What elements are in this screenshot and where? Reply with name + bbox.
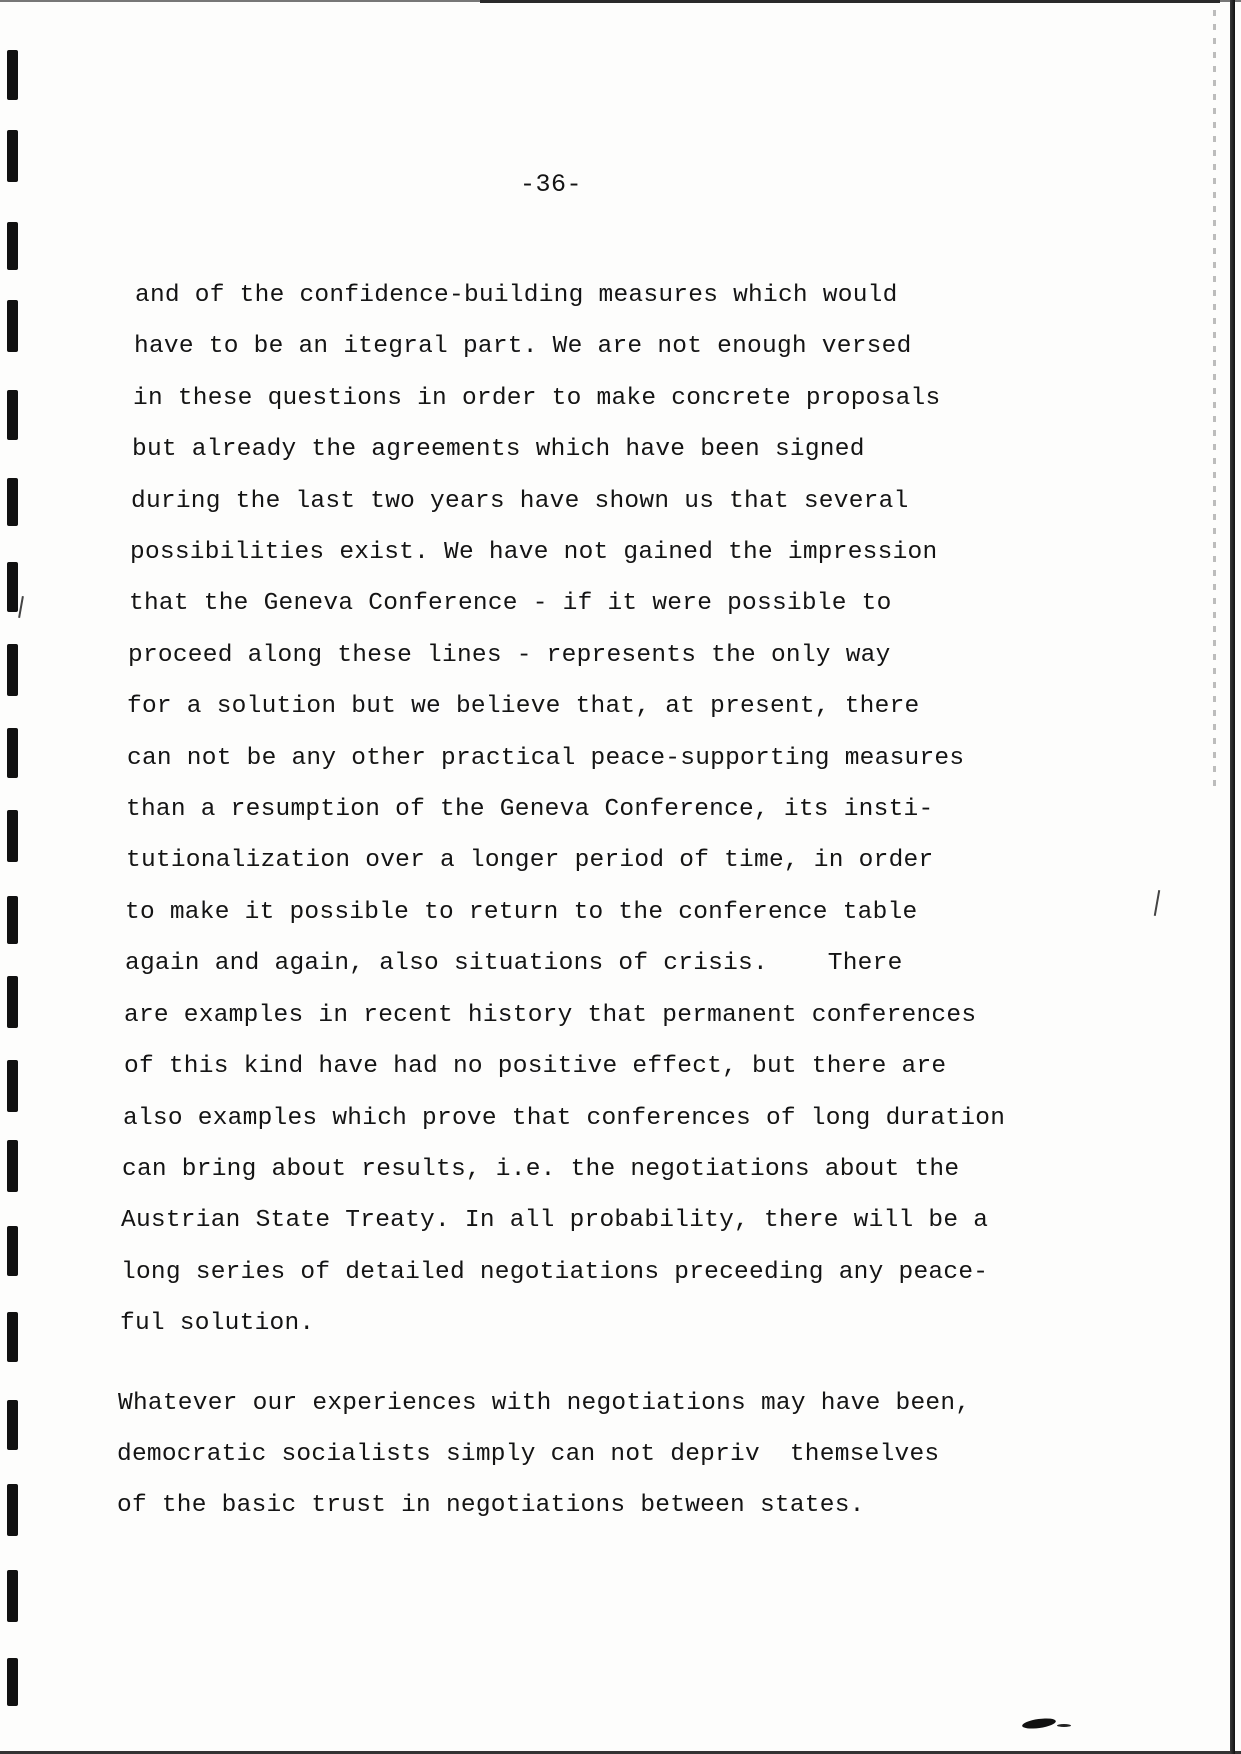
binding-mark — [7, 222, 18, 270]
text-line: during the last two years have shown us that several — [131, 487, 909, 515]
binding-mark — [7, 1140, 18, 1192]
binding-mark — [7, 896, 18, 944]
text-line: than a resumption of the Geneva Conference, its insti- — [126, 796, 934, 824]
text-line: Austrian State Treaty. In all probability, there will be a — [121, 1207, 989, 1235]
text-line: of this kind have had no positive effect, but there are — [124, 1053, 947, 1081]
binding-mark — [7, 130, 18, 182]
text-line: also examples which prove that conferences of long duration — [123, 1104, 1006, 1132]
binding-mark — [7, 1658, 18, 1706]
text-line: but already the agreements which have been signed — [132, 436, 865, 464]
binding-mark — [7, 810, 18, 862]
text-line: tutionalization over a longer period of time, in order — [126, 847, 934, 875]
text-line: have to be an itegral part. We are not enough versed — [134, 333, 912, 361]
binding-mark — [7, 728, 18, 778]
ink-smudge — [1022, 1717, 1057, 1731]
binding-mark — [7, 976, 18, 1028]
text-line: again and again, also situations of crisis. There — [125, 950, 903, 978]
scan-edge-top-dark — [480, 0, 1220, 3]
text-line: Whatever our experiences with negotiations may have been, — [118, 1389, 971, 1417]
scan-edge-right — [1230, 0, 1235, 1754]
paragraph — [117, 1378, 1123, 1532]
scan-artifact-dashes — [1213, 10, 1216, 790]
binding-mark — [7, 478, 18, 526]
text-line: can not be any other practical peace-supporting measures — [127, 744, 965, 772]
binding-mark — [7, 1570, 18, 1622]
binding-mark — [7, 300, 18, 352]
ink-smudge — [1057, 1724, 1071, 1727]
binding-mark — [7, 562, 18, 612]
binding-mark — [7, 1400, 18, 1450]
text-line: ful solution. — [120, 1310, 315, 1338]
text-line: of the basic trust in negotiations between states. — [117, 1492, 865, 1520]
body-text — [117, 270, 1123, 1532]
binding-mark — [7, 390, 18, 440]
text-line: long series of detailed negotiations preceeding any peace- — [121, 1258, 989, 1286]
text-line: and of the confidence-building measures which would — [135, 282, 898, 309]
text-line: in these questions in order to make concrete proposals — [133, 384, 941, 412]
binding-mark — [7, 1312, 18, 1362]
text-line: for a solution but we believe that, at present, there — [127, 693, 920, 721]
text-line: that the Geneva Conference - if it were possible to — [129, 590, 892, 618]
text-line: democratic socialists simply can not depriv themselves — [117, 1440, 940, 1468]
paragraph-gap — [123, 1350, 1123, 1378]
page-number: -36- — [520, 170, 583, 199]
stray-mark — [1154, 890, 1160, 916]
text-line: can bring about results, i.e. the negotiations about the — [122, 1155, 960, 1183]
text-line: are examples in recent history that permanent conferences — [124, 1001, 977, 1029]
binding-mark — [7, 1226, 18, 1276]
text-line: to make it possible to return to the conference table — [125, 898, 918, 926]
binding-mark — [7, 1484, 18, 1536]
text-line: proceed along these lines - represents the only way — [128, 641, 891, 669]
paragraph — [120, 270, 1123, 1350]
binding-mark — [7, 644, 18, 696]
binding-mark — [7, 50, 18, 100]
punch-hole-strip — [0, 0, 30, 1754]
binding-mark — [7, 1060, 18, 1112]
text-line: possibilities exist. We have not gained the impression — [130, 539, 938, 567]
